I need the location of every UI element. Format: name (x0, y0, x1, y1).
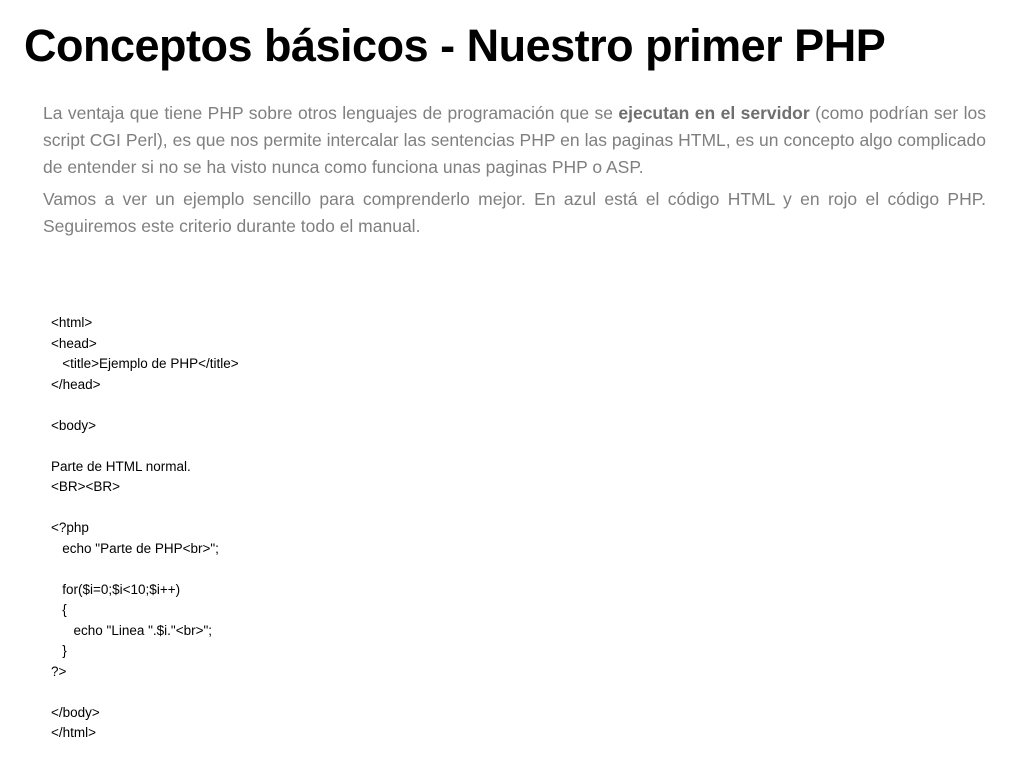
paragraph-intro-start: La ventaja que tiene PHP sobre otros lenguajes de programación que se (43, 103, 619, 123)
paragraph-example: Vamos a ver un ejemplo sencillo para comprenderlo mejor. En azul está el código HTML y en rojo el código PHP. Seguiremos este criterio durante todo el manual. (43, 189, 986, 236)
code-line: echo "Linea ".$i."<br>"; (51, 622, 213, 638)
code-line: <html> (51, 315, 93, 330)
code-line: { (51, 602, 67, 617)
code-line: <head> (51, 335, 97, 351)
code-line: </head> (51, 376, 101, 392)
body-text (43, 100, 986, 245)
code-line (51, 498, 651, 519)
code-line: <body> (51, 417, 97, 433)
code-line: } (51, 643, 67, 658)
paragraph-intro-bold: ejecutan en el servidor (618, 103, 810, 123)
code-line: for($i=0;$i<10;$i++) (51, 581, 181, 597)
code-line (51, 436, 651, 457)
code-line: <title>Ejemplo de PHP</title> (51, 356, 239, 371)
code-line: <?php (51, 520, 89, 535)
code-line: </body> (51, 704, 100, 720)
paragraph-intro-end: (como podrían ser los script CGI Perl), es que nos permite intercalar las sentencias PHP en las paginas HTML, es un concepto algo complicado de entender si no se ha visto nunca como funciona unas paginas PHP o ASP. (43, 103, 986, 177)
paragraph-intro (43, 100, 986, 181)
code-line: ?> (51, 663, 67, 679)
code-line (51, 395, 651, 416)
slide-title: Conceptos básicos - Nuestro primer PHP (24, 20, 886, 71)
code-example (51, 313, 651, 744)
code-line (51, 559, 651, 580)
code-line: Parte de HTML normal. (51, 458, 191, 474)
code-line (51, 682, 651, 703)
code-line: echo "Parte de PHP<br>"; (51, 540, 219, 556)
code-line: <BR><BR> (51, 479, 121, 494)
code-line: </html> (51, 725, 97, 740)
